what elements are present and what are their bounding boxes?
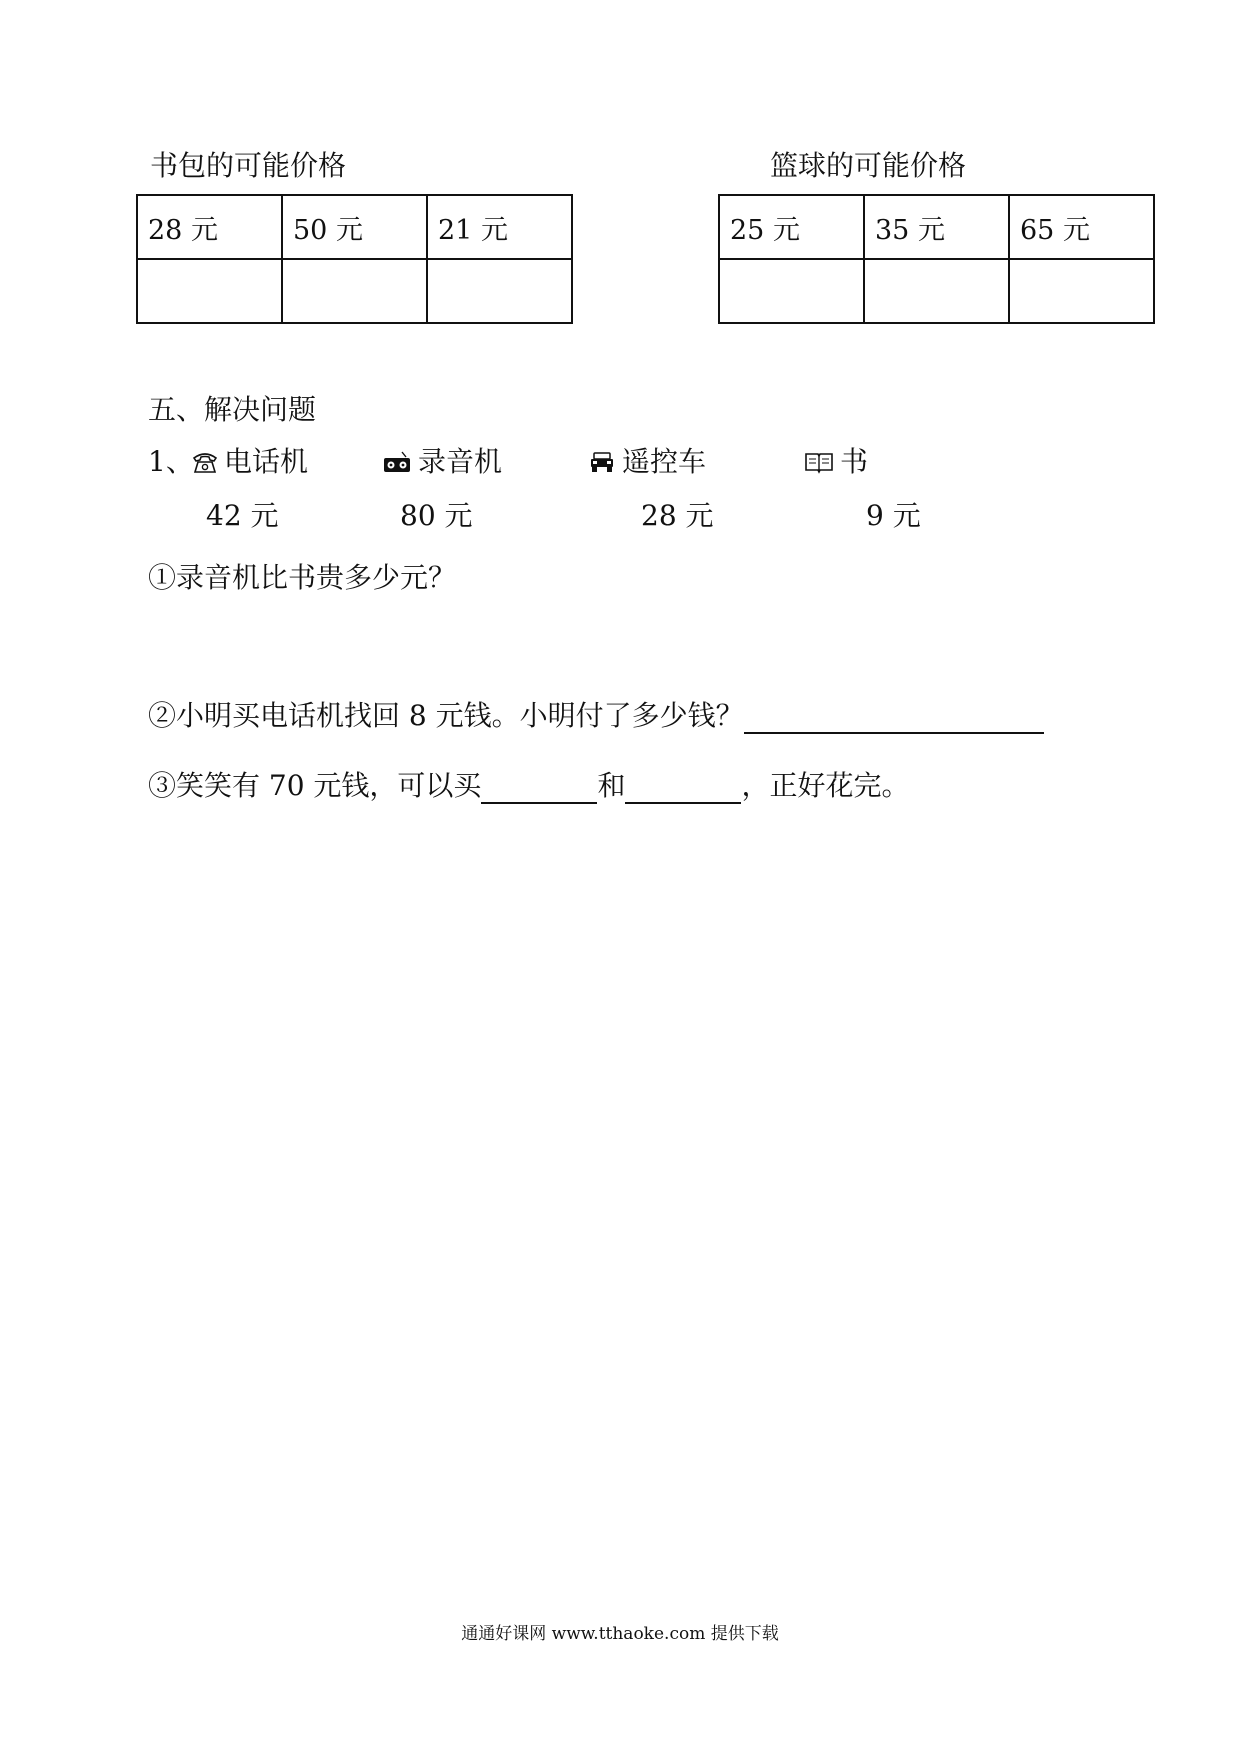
item-price: 80 元: [400, 499, 473, 532]
ball-answer-cell[interactable]: [1009, 259, 1154, 323]
question-2: [148, 694, 1044, 734]
page-footer: 通通好课网 www.tthaoke.com 提供下载: [461, 1624, 779, 1644]
ball-answer-cell[interactable]: [719, 259, 864, 323]
bag-price-cell: 50 元: [282, 195, 427, 259]
bag-price-cell: 21 元: [427, 195, 572, 259]
telephone-icon: [192, 448, 218, 481]
book-icon: [804, 448, 834, 481]
item-name: 电话机: [224, 445, 309, 478]
bag-answer-cell[interactable]: [137, 259, 282, 323]
question-3-text: ③笑笑有 70 元钱，可以买: [148, 769, 482, 802]
item-price: 9 元: [866, 499, 921, 532]
ball-answer-cell[interactable]: [864, 259, 1009, 323]
question-1: ①录音机比书贵多少元？: [148, 561, 457, 594]
section-title: 五、解决问题: [148, 393, 317, 426]
tape-recorder-icon: [382, 448, 412, 481]
bag-answer-cell[interactable]: [427, 259, 572, 323]
bag-table-caption: 书包的可能价格: [150, 149, 347, 182]
ball-price-table: [718, 194, 1155, 324]
item-price: 28 元: [641, 499, 714, 532]
item-name: 录音机: [418, 445, 503, 478]
bag-answer-cell[interactable]: [282, 259, 427, 323]
item-price: 42 元: [206, 499, 279, 532]
answer-blank[interactable]: [481, 772, 597, 804]
item-remote-car: [588, 440, 706, 481]
bag-price-table: [136, 194, 573, 324]
question-3: [148, 764, 909, 804]
item-tape-recorder: [382, 440, 502, 481]
answer-blank[interactable]: [744, 702, 1044, 734]
item-telephone: [192, 440, 308, 481]
item-name: 遥控车: [622, 445, 707, 478]
ball-price-cell: 65 元: [1009, 195, 1154, 259]
ball-price-cell: 35 元: [864, 195, 1009, 259]
question-3-text: 和: [597, 769, 626, 802]
item-book: [804, 440, 868, 481]
question-3-text: ，正好花完。: [741, 769, 910, 802]
question-2-text: ②小明买电话机找回 8 元钱。小明付了多少钱？: [148, 699, 744, 732]
bag-price-cell: 28 元: [137, 195, 282, 259]
answer-blank[interactable]: [625, 772, 741, 804]
remote-car-icon: [588, 448, 616, 481]
ball-table-caption: 篮球的可能价格: [770, 149, 967, 182]
problem-number: 1、: [148, 445, 194, 478]
ball-price-cell: 25 元: [719, 195, 864, 259]
item-name: 书: [840, 445, 869, 478]
